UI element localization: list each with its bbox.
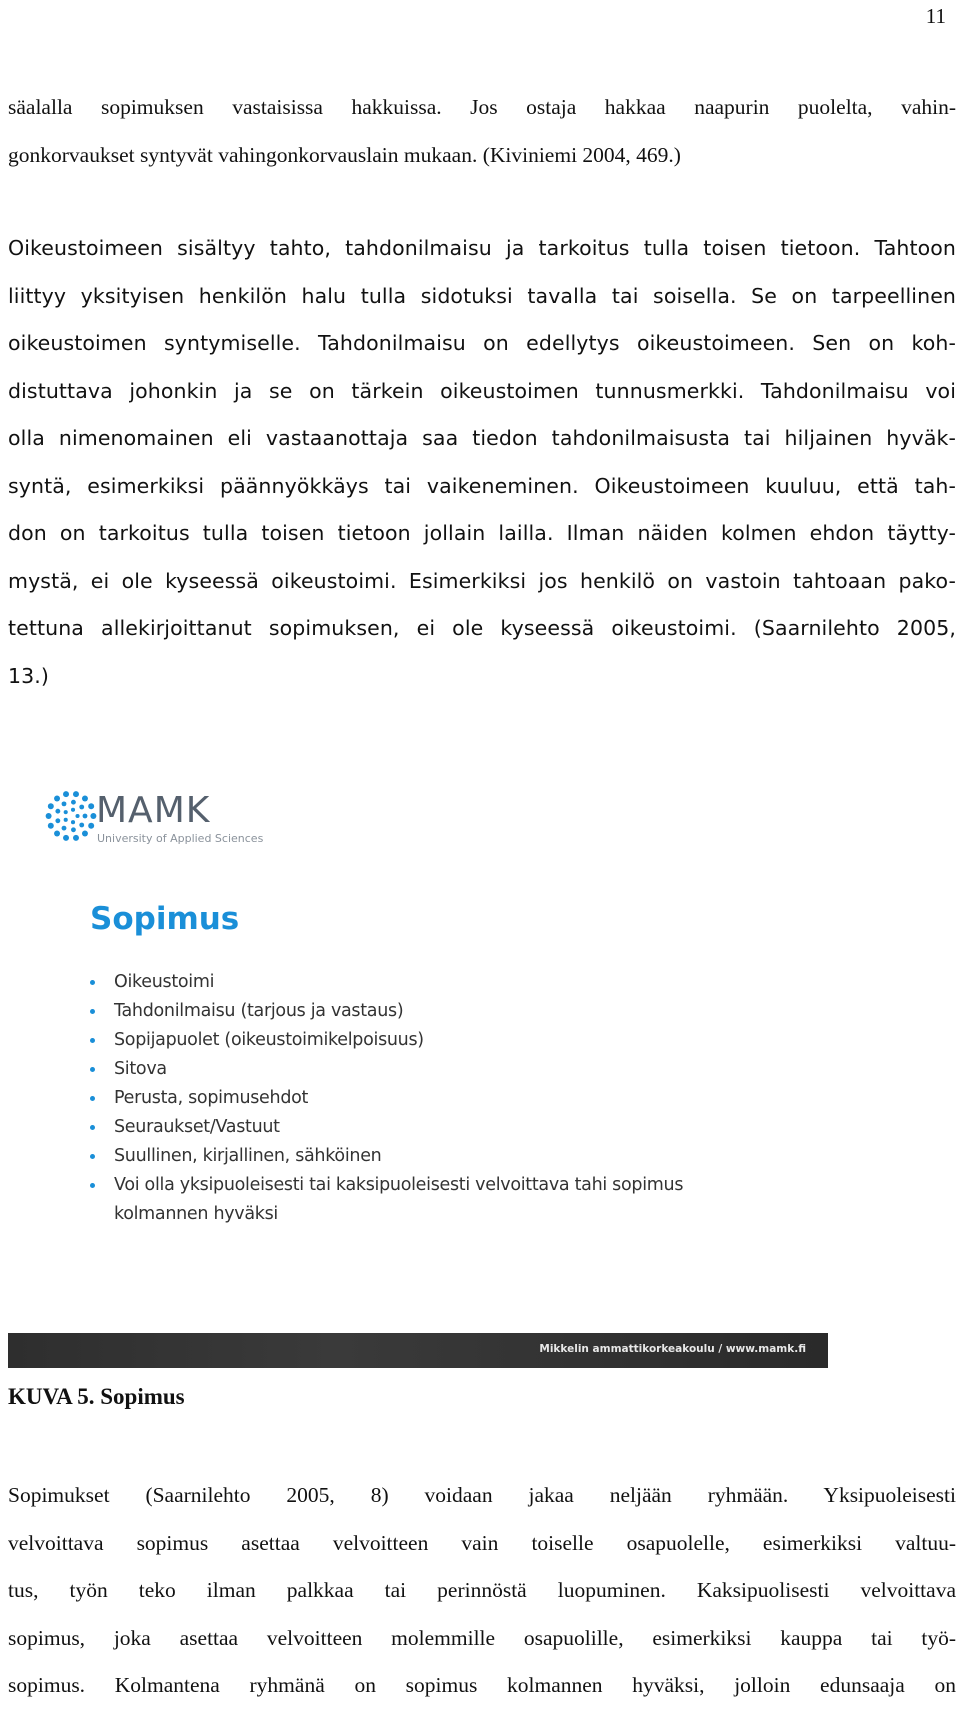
bullet-dot-icon (90, 1038, 95, 1043)
text-line: velvoittava sopimus asettaa velvoitteen vain toiselle osapuolelle, esimerkiksi valtuu- (8, 1530, 956, 1555)
page-number: 11 (925, 4, 946, 28)
figure-caption: KUVA 5. Sopimus (8, 1384, 185, 1409)
bullet-dot-icon (90, 1096, 95, 1101)
text-line: gonkorvaukset syntyvät vahingonkorvauslain mukaan. (Kiviniemi 2004, 469.) (8, 142, 681, 167)
text-line: tettuna allekirjoittanut sopimuksen, ei ole kyseessä oikeustoimi. (Saarnilehto 2005, (8, 616, 956, 640)
text-line: distuttava johonkin ja se on tärkein oikeustoimen tunnusmerkki. Tahdonilmaisu voi (8, 378, 956, 403)
slide-bullet-list (90, 968, 714, 1229)
mamk-logo-icon (43, 788, 99, 844)
bullet-item: Seuraukset/Vastuut (90, 1113, 714, 1142)
paragraph-continuation (8, 84, 956, 179)
text-line: don on tarkoitus tulla toisen tietoon jollain lailla. Ilman näiden kolmen ehdon täytty- (8, 521, 956, 545)
bullet-dot-icon (90, 1009, 95, 1014)
slide-title: Sopimus (90, 901, 240, 937)
logo-text: MAMK (96, 790, 211, 831)
text-line: liittyy yksityisen henkilön halu tulla sidotuksi tavalla tai soisella. Se on tarpeellinen (8, 283, 956, 308)
text-line: syntä, esimerkiksi päännyökkäys tai vaikeneminen. Oikeustoimeen kuuluu, että tah- (8, 473, 956, 498)
bullet-item: Sitova (90, 1055, 714, 1084)
text-line: säalalla sopimuksen vastaisissa hakkuissa. Jos ostaja hakkaa naapurin puolelta, vahin- (8, 95, 956, 119)
bullet-dot-icon (90, 1183, 95, 1188)
bullet-dot-icon (90, 980, 95, 985)
bullet-item: Oikeustoimi (90, 968, 714, 997)
text-line: sopimus. Kolmantena ryhmänä on sopimus kolmannen hyväksi, jolloin edunsaaja on (8, 1673, 956, 1697)
bullet-dot-icon (90, 1154, 95, 1159)
slide-figure (8, 770, 828, 1368)
bullet-dot-icon (90, 1067, 95, 1072)
paragraph-oikeustoimi (8, 225, 956, 700)
text-line: oikeustoimen syntymiselle. Tahdonilmaisu on edellytys oikeustoimeen. Sen on koh- (8, 331, 956, 355)
bullet-item: Tahdonilmaisu (tarjous ja vastaus) (90, 997, 714, 1026)
bullet-item: Perusta, sopimusehdot (90, 1084, 714, 1113)
bullet-item: Voi olla yksipuoleisesti tai kaksipuoleisesti velvoittava tahi sopimus kolmannen hyväksi (90, 1171, 714, 1229)
paragraph-sopimukset (8, 1472, 956, 1710)
text-line: 13.) (8, 663, 49, 688)
text-line: Oikeustoimeen sisältyy tahto, tahdonilmaisu ja tarkoitus tulla toisen tietoon. Tahtoon (8, 236, 956, 260)
text-line: olla nimenomainen eli vastaanottaja saa tiedon tahdonilmaisusta tai hiljainen hyväk- (8, 426, 956, 450)
slide-footer-text: Mikkelin ammattikorkeakoulu / www.mamk.fi (539, 1343, 806, 1355)
text-line: mystä, ei ole kyseessä oikeustoimi. Esimerkiksi jos henkilö on vastoin tahtoaan pako- (8, 568, 956, 593)
text-line: sopimus, joka asettaa velvoitteen molemmille osapuolille, esimerkiksi kauppa tai työ- (8, 1625, 956, 1650)
bullet-dot-icon (90, 1125, 95, 1130)
text-line: Sopimukset (Saarnilehto 2005, 8) voidaan jakaa neljään ryhmään. Yksipuoleisesti (8, 1483, 956, 1507)
bullet-item: Sopijapuolet (oikeustoimikelpoisuus) (90, 1026, 714, 1055)
text-line: tus, työn teko ilman palkkaa tai perinnöstä luopuminen. Kaksipuolisesti velvoittava (8, 1578, 956, 1602)
logo-subtitle: University of Applied Sciences (97, 832, 264, 845)
bullet-item: Suullinen, kirjallinen, sähköinen (90, 1142, 714, 1171)
slide-footer-bar (8, 1333, 828, 1368)
